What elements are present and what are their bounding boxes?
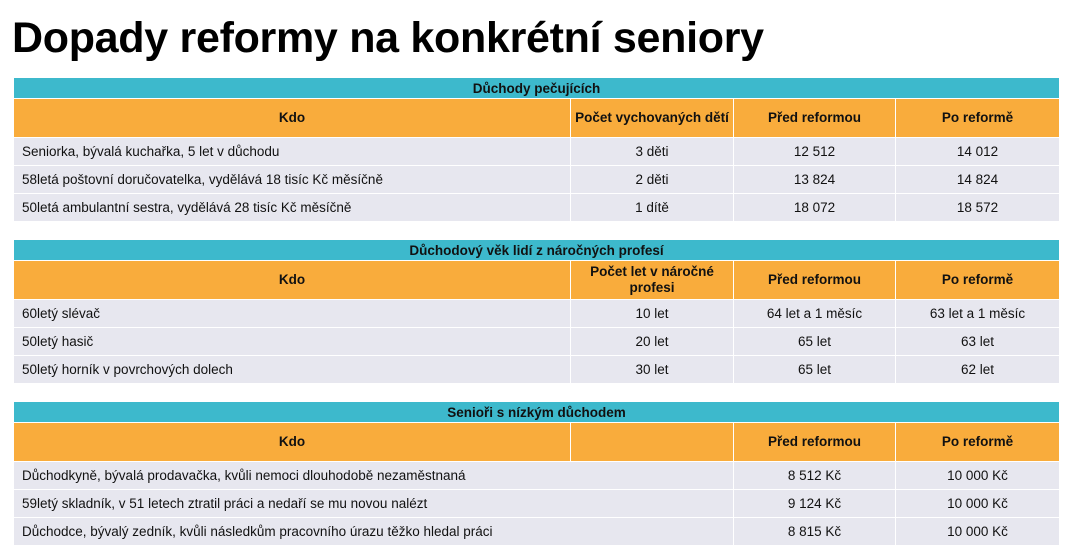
cell-after: 10 000 Kč <box>896 490 1060 518</box>
cell-after: 63 let a 1 měsíc <box>896 300 1060 328</box>
section-title: Senioři s nízkým důchodem <box>14 402 1060 423</box>
cell-after: 14 012 <box>896 138 1060 166</box>
column-header-before: Před reformou <box>734 423 896 462</box>
cell-before: 8 815 Kč <box>734 518 896 546</box>
column-header-before: Před reformou <box>734 99 896 138</box>
table-caregivers-pensions <box>13 77 1060 222</box>
table-row <box>14 300 1060 328</box>
cell-who: 60letý slévač <box>14 300 571 328</box>
cell-after: 10 000 Kč <box>896 518 1060 546</box>
cell-who: Důchodce, bývalý zedník, kvůli následkům pracovního úrazu těžko hledal práci <box>14 518 734 546</box>
column-header-empty <box>571 423 734 462</box>
cell-after: 18 572 <box>896 194 1060 222</box>
column-header-who: Kdo <box>14 423 571 462</box>
column-header-after: Po reformě <box>896 261 1060 300</box>
cell-before: 64 let a 1 měsíc <box>734 300 896 328</box>
column-header-children: Počet vychovaných dětí <box>571 99 734 138</box>
cell-after: 63 let <box>896 328 1060 356</box>
cell-before: 13 824 <box>734 166 896 194</box>
cell-before: 65 let <box>734 356 896 384</box>
cell-years: 20 let <box>571 328 734 356</box>
cell-who: 50letý horník v povrchových dolech <box>14 356 571 384</box>
table-row <box>14 166 1060 194</box>
column-header-after: Po reformě <box>896 423 1060 462</box>
cell-years: 30 let <box>571 356 734 384</box>
section-title: Důchodový věk lidí z náročných profesí <box>14 240 1060 261</box>
column-header-who: Kdo <box>14 261 571 300</box>
cell-children: 1 dítě <box>571 194 734 222</box>
cell-after: 14 824 <box>896 166 1060 194</box>
section-title: Důchody pečujících <box>14 78 1060 99</box>
cell-who: 50letý hasič <box>14 328 571 356</box>
cell-children: 3 děti <box>571 138 734 166</box>
table-row <box>14 490 1060 518</box>
cell-who: Důchodkyně, bývalá prodavačka, kvůli nemoci dlouhodobě nezaměstnaná <box>14 462 734 490</box>
page-title: Dopady reformy na konkrétní seniory <box>12 14 764 62</box>
cell-who: 58letá poštovní doručovatelka, vydělává 18 tisíc Kč měsíčně <box>14 166 571 194</box>
column-header-who: Kdo <box>14 99 571 138</box>
column-header-after: Po reformě <box>896 99 1060 138</box>
column-header-years-in-profession: Počet let v náročné profesi <box>571 261 734 300</box>
cell-before: 8 512 Kč <box>734 462 896 490</box>
cell-who: Seniorka, bývalá kuchařka, 5 let v důchodu <box>14 138 571 166</box>
table-row <box>14 194 1060 222</box>
cell-before: 18 072 <box>734 194 896 222</box>
cell-after: 10 000 Kč <box>896 462 1060 490</box>
cell-who: 50letá ambulantní sestra, vydělává 28 tisíc Kč měsíčně <box>14 194 571 222</box>
table-demanding-professions <box>13 239 1060 384</box>
column-header-before: Před reformou <box>734 261 896 300</box>
table-row <box>14 138 1060 166</box>
cell-before: 65 let <box>734 328 896 356</box>
table-row <box>14 328 1060 356</box>
cell-who: 59letý skladník, v 51 letech ztratil práci a nedaří se mu novou nalézt <box>14 490 734 518</box>
cell-years: 10 let <box>571 300 734 328</box>
table-row <box>14 518 1060 546</box>
table-row <box>14 356 1060 384</box>
table-row <box>14 462 1060 490</box>
cell-before: 9 124 Kč <box>734 490 896 518</box>
table-low-pension-seniors <box>13 401 1060 546</box>
cell-after: 62 let <box>896 356 1060 384</box>
cell-before: 12 512 <box>734 138 896 166</box>
cell-children: 2 děti <box>571 166 734 194</box>
